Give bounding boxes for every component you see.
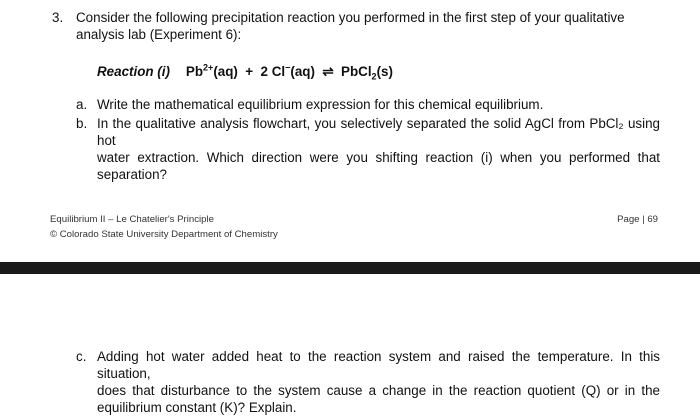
part-a-text: Write the mathematical equilibrium expression for this chemical equilibrium. <box>97 97 544 112</box>
question-stem-line-1: Consider the following precipitation reaction you performed in the first step of your qualitative <box>76 10 625 25</box>
part-b-line-2: water extraction. Which direction were you shifting reaction (i) when you performed that <box>97 150 660 165</box>
reaction-state-2: (aq) ⇌ PbCl <box>290 64 372 79</box>
reaction-lead: Pb <box>185 64 204 79</box>
reaction-chloride-charge: − <box>285 62 291 73</box>
footer-page-number: Page | 69 <box>617 214 658 225</box>
part-b-letter: b. <box>76 116 88 131</box>
question-stem-line-2: analysis lab (Experiment 6): <box>76 27 242 42</box>
reaction-state-3: (s) <box>376 64 393 79</box>
reaction-label: Reaction (i) <box>97 64 170 79</box>
part-c-line-2: does that disturbance to the system cause a change in the reaction quotient (Q) or in the <box>97 383 660 398</box>
question-number: 3. <box>52 10 64 25</box>
part-c-line-3: equilibrium constant (K)? Explain. <box>97 400 297 415</box>
question-stem <box>76 9 676 43</box>
page-break-divider <box>0 262 700 274</box>
part-c-text <box>97 348 660 416</box>
footer-title: Equilibrium II – Le Chatelier's Principle <box>50 214 214 225</box>
footer-copyright: © Colorado State University Department of Chemistry <box>50 229 278 240</box>
reaction-state-1: (aq) + 2 Cl <box>213 64 286 79</box>
part-a-letter: a. <box>76 97 88 112</box>
reaction-lead-charge: 2+ <box>203 62 214 73</box>
part-c-line-1: Adding hot water added heat to the reaction system and raised the temperature. In this situation, <box>97 349 660 381</box>
part-b-line-3: separation? <box>97 167 167 182</box>
part-b-text <box>97 115 660 183</box>
part-c-letter: c. <box>76 349 87 364</box>
reaction-equation <box>97 64 393 80</box>
reaction-subscript: 2 <box>371 71 377 82</box>
part-b-line-1: In the qualitative analysis flowchart, you selectively separated the solid AgCl from PbCl₂ using hot <box>97 116 660 148</box>
